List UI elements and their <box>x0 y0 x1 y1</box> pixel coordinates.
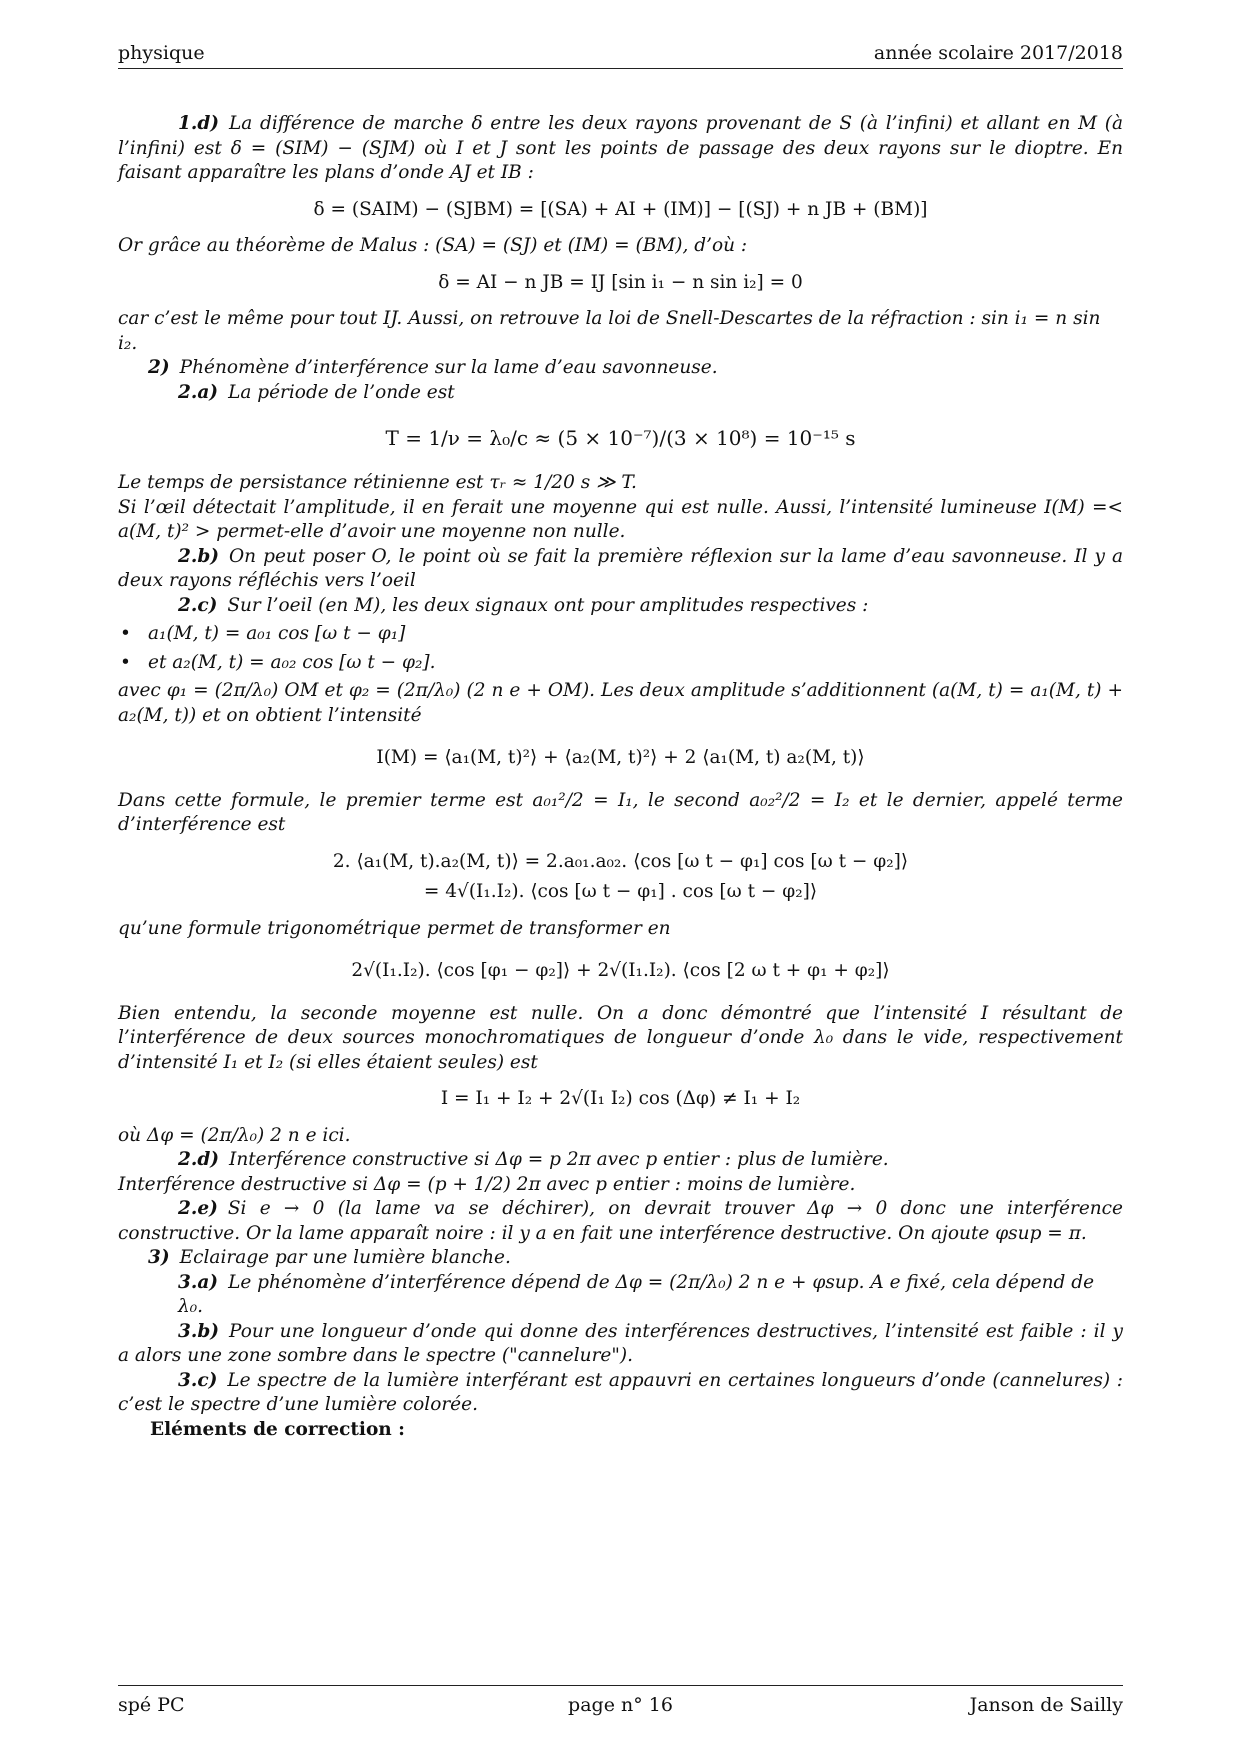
paragraph-2a <box>118 381 1123 406</box>
footer-school: Janson de Sailly <box>969 1694 1123 1716</box>
label-2d: 2.d) <box>178 1149 220 1170</box>
paragraph-formule: Dans cette formule, le premier terme est a₀₁²/2 = I₁, le second a₀₂²/2 = I₂ et le dernier, appelé terme d’interférence est <box>118 789 1123 835</box>
label-2: 2) <box>148 357 170 378</box>
elements-heading: Eléments de correction : <box>150 1418 406 1440</box>
page-footer <box>118 1685 1123 1726</box>
paragraph-2b <box>118 545 1123 594</box>
page-content <box>118 112 1123 1442</box>
text-2b: On peut poser O, le point où se fait la première réflexion sur la lame d’eau savonneuse. Il y a deux rayons réfléchis vers l’oeil <box>118 545 1123 591</box>
paragraph-2e <box>118 1197 1123 1246</box>
text-3b: Pour une longueur d’onde qui donne des interférences destructives, l’intensité est faible : il y a alors une zone sombre dans le spectre ("cannelure"). <box>118 1320 1123 1366</box>
equation-total-intensity: I = I₁ + I₂ + 2√(I₁ I₂) cos (Δφ) ≠ I₁ + I₂ <box>440 1088 801 1109</box>
footer-page-number: page n° 16 <box>568 1694 673 1716</box>
label-3a: 3.a) <box>178 1271 219 1293</box>
paragraph-2d <box>118 1148 1123 1173</box>
header-subject: physique <box>118 42 205 64</box>
label-3b: 3.b) <box>178 1320 220 1342</box>
text-2c: Sur l’oeil (en M), les deux signaux ont pour amplitudes respectives : <box>227 594 869 616</box>
equation-delta-2: δ = AI − n JB = IJ [sin i₁ − n sin i₂] = 0 <box>438 271 803 293</box>
label-2a: 2.a) <box>178 381 219 403</box>
paragraph-destructive: Interférence destructive si Δφ = (p + 1/2) 2π avec p entier : moins de lumière. <box>118 1173 856 1195</box>
paragraph-3c <box>118 1369 1123 1418</box>
label-2e: 2.e) <box>178 1198 218 1219</box>
paragraph-oeil: Si l’œil détectait l’amplitude, il en ferait une moyenne qui est nulle. Aussi, l’intensité lumineuse I(M) =< a(M, t)² > permet-elle d’avoir une moyenne non nulle. <box>118 496 1123 542</box>
text-2a: La période de l’onde est <box>228 381 455 403</box>
bullet-amplitude-2: • et a₂(M, t) = a₀₂ cos [ω t − φ₂]. <box>118 651 1123 676</box>
equation-interference-b: = 4√(I₁.I₂). ⟨cos [ω t − φ₁] . cos [ω t − φ₂]⟩ <box>423 881 818 902</box>
paragraph-bien-entendu: Bien entendu, la seconde moyenne est nulle. On a donc démontré que l’intensité I résultant de l’interférence de deux sources monochromatiques de longueur d’onde λ₀ dans le vide, respectivement d’intensité I₁ et I₂ (si elles étaient seules) est <box>118 1002 1123 1073</box>
header-year: année scolaire 2017/2018 <box>873 42 1123 64</box>
paragraph-3a <box>118 1271 1123 1320</box>
text-2d: Interférence constructive si Δφ = p 2π avec p entier : plus de lumière. <box>229 1149 889 1170</box>
equation-delta-1: δ = (SAIM) − (SJBM) = [(SA) + AI + (IM)] − [(SJ) + n JB + (BM)] <box>313 198 928 220</box>
text-3c: Le spectre de la lumière interférant est appauvri en certaines longueurs d’onde (cannelures) : c’est le spectre d’une lumière colorée. <box>118 1369 1123 1415</box>
label-3c: 3.c) <box>178 1369 218 1391</box>
equation-trigo: 2√(I₁.I₂). ⟨cos [φ₁ − φ₂]⟩ + 2√(I₁.I₂). ⟨cos [2 ω t + φ₁ + φ₂]⟩ <box>351 960 890 981</box>
page-header <box>118 40 1123 69</box>
text-3a: Le phénomène d’interférence dépend de Δφ = (2π/λ₀) 2 n e + φsup. A e fixé, cela dépend de λ₀. <box>178 1271 1095 1317</box>
paragraph-3b <box>118 1320 1123 1369</box>
paragraph-malus: Or grâce au théorème de Malus : (SA) = (SJ) et (IM) = (BM), d’où : <box>118 235 748 256</box>
paragraph-avec: avec φ₁ = (2π/λ₀) OM et φ₂ = (2π/λ₀) (2 n e + OM). Les deux amplitude s’additionnent (a(M, t) = a₁(M, t) + a₂(M, t)) et on obtient l’intensité <box>118 680 1123 726</box>
section-3-heading <box>118 1246 1123 1271</box>
equation-period: T = 1/ν = λ₀/c ≈ (5 × 10⁻⁷)/(3 × 10⁸) = 10⁻¹⁵ s <box>385 426 856 450</box>
section-2-heading <box>118 356 1123 381</box>
paragraph-ou: où Δφ = (2π/λ₀) 2 n e ici. <box>118 1124 351 1146</box>
label-1d: 1.d) <box>178 113 220 134</box>
text-3: Eclairage par une lumière blanche. <box>179 1247 511 1268</box>
label-2b: 2.b) <box>178 545 220 567</box>
text-2: Phénomène d’interférence sur la lame d’eau savonneuse. <box>179 357 718 378</box>
paragraph-snell: car c’est le même pour tout IJ. Aussi, on retrouve la loi de Snell-Descartes de la réfraction : sin i₁ = n sin i₂. <box>118 308 1101 354</box>
footer-class: spé PC <box>118 1694 185 1716</box>
text-2e: Si e → 0 (la lame va se déchirer), on devrait trouver Δφ → 0 donc une interférence constructive. Or la lame apparaît noire : il y a en fait une interférence destructive. On ajoute φsup = π. <box>118 1198 1123 1244</box>
paragraph-1d <box>118 112 1123 186</box>
text-1d: La différence de marche δ entre les deux rayons provenant de S (à l’infini) et allant en M (à l’infini) est δ = (SIM) − (SJM) où I et J sont les points de passage des deux rayons sur le dioptre. En faisant apparaître les plans d’onde AJ et IB : <box>118 113 1123 183</box>
label-2c: 2.c) <box>178 594 218 616</box>
paragraph-2c <box>118 594 1123 619</box>
label-3: 3) <box>148 1247 170 1268</box>
bullet-amplitude-1: • a₁(M, t) = a₀₁ cos [ω t − φ₁] <box>118 622 1123 647</box>
paragraph-retine: Le temps de persistance rétinienne est τᵣ ≈ 1/20 s ≫ T. <box>118 472 637 493</box>
equation-interference-a: 2. ⟨a₁(M, t).a₂(M, t)⟩ = 2.a₀₁.a₀₂. ⟨cos [ω t − φ₁] cos [ω t − φ₂]⟩ <box>332 850 909 872</box>
equation-intensity: I(M) = ⟨a₁(M, t)²⟩ + ⟨a₂(M, t)²⟩ + 2 ⟨a₁(M, t) a₂(M, t)⟩ <box>376 747 865 768</box>
paragraph-trigo: qu’une formule trigonométrique permet de transformer en <box>118 917 671 939</box>
